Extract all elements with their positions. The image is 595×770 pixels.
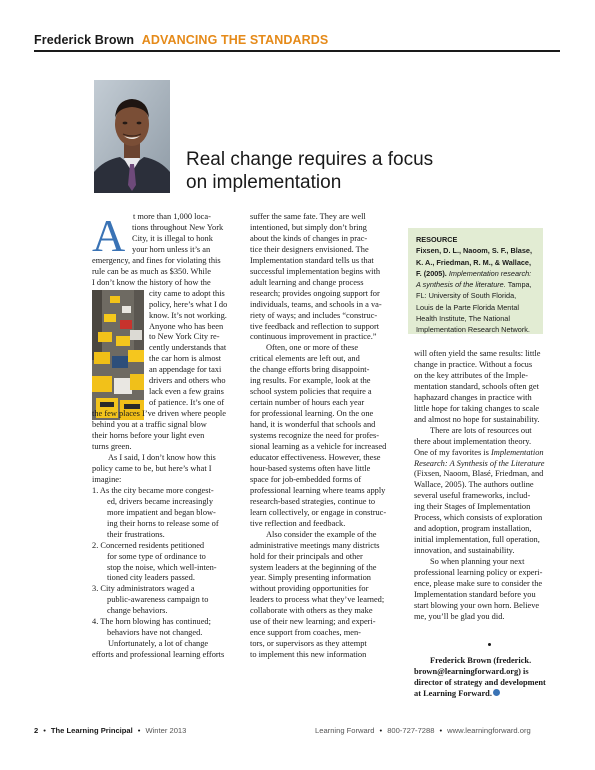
col2-line: ence support from coaches, men- [250, 628, 361, 638]
col3-line: change in practice. Without a focus [414, 359, 533, 369]
col3-line: ing their Stages of Implementation [414, 502, 531, 512]
col1-line: 4. The horn blowing has continued; [92, 617, 211, 627]
issue-date: Winter 2013 [145, 726, 187, 735]
col2-line: leaders to process what they’ve learned; [250, 595, 385, 605]
col1-line: behind you at a traffic signal blow [92, 420, 207, 430]
col1-line: Unfortunately, a lot of change [108, 639, 209, 649]
col1-line: the few places I’ve driven where people [92, 409, 226, 419]
col2-line: intentioned, but simply don’t bring [250, 222, 367, 232]
col2-line: school system policies that require a [250, 387, 372, 397]
col1-line: rule can be as much as $350. While [92, 266, 211, 276]
col1-line: As I said, I don’t know how this [108, 452, 216, 462]
col2-line: tive feedback and reflection to support [250, 321, 380, 331]
col3-line: Implementation standard before you [414, 589, 536, 599]
col2-line: adult learning and change process [250, 277, 364, 287]
col2-line: about the kinds of changes in prac- [250, 233, 368, 243]
col3-line [414, 448, 545, 459]
col1-line: their frustrations. [107, 529, 165, 539]
publication-name: The Learning Principal [50, 726, 133, 735]
col2-line: collaborate with others as they make [250, 606, 373, 616]
column-header [34, 33, 328, 47]
col2-line: space for job-embedded forms of [250, 474, 362, 484]
col1-line: your horn unless it’s an [132, 244, 211, 254]
col3-line: will often yield the same results: little [414, 349, 541, 358]
footer-right [315, 726, 531, 735]
col3-line: There are lots of resources out [430, 425, 532, 435]
col1-line: imagine: [92, 474, 122, 484]
col1-line: more impatient and began blow- [107, 507, 216, 517]
col3-line: innovation, and sustainability. [414, 546, 515, 556]
col1-line: ed, drivers became increasingly [107, 496, 214, 506]
column-3 [414, 349, 545, 623]
col1-line: for some type of ordinance to [107, 551, 206, 561]
col1-line: of patience. It’s one of [149, 398, 225, 408]
resource-citation-line: Louis de la Parte Florida Mental [416, 302, 520, 312]
col3-line: Wallace, 2005). The authors outline [414, 480, 534, 490]
resource-heading: RESOURCE [416, 235, 458, 244]
header-author: Frederick Brown [34, 33, 135, 47]
col1-line: I don’t know the history of how the [92, 277, 211, 287]
col2-line: learn collectively, or engage in construc- [250, 507, 387, 517]
col3-line: So when planning your next [430, 557, 525, 567]
bio-text: at Learning Forward. [414, 688, 492, 698]
page-number: 2 [34, 726, 39, 735]
resource-citation-line [416, 268, 532, 279]
footer-separator: • [379, 726, 383, 735]
col2-line: year. Simply presenting information [250, 573, 371, 583]
footer-url: www.learningforward.org [447, 726, 531, 735]
col1-line: their horns before your light even [92, 431, 205, 441]
col3-line: on the key attributes of the Imple- [414, 370, 528, 380]
col3-line: initial implementation, full operation, [414, 535, 540, 545]
bio-line: brown@learningforward.org) is [414, 666, 529, 676]
col3-line: several useful frameworks, includ- [414, 491, 531, 501]
resource-citation-line: FL: University of South Florida, [416, 291, 517, 301]
section-divider-bullet [488, 643, 491, 646]
col1-line: public-awareness campaign to [107, 595, 209, 605]
author-bio [414, 656, 546, 700]
bio-line: director of strategy and development [414, 677, 546, 687]
footer-phone: 800-727-7288 [387, 726, 435, 735]
col2-line: to implement this new information [250, 650, 367, 660]
col1-line: know. It’s not working. [149, 310, 227, 320]
footer-org: Learning Forward [315, 726, 375, 735]
col1-line: to New York City re- [149, 332, 220, 342]
col1-line: City, it is illegal to honk [132, 233, 213, 243]
col3-line: and adoption, program installation, [414, 524, 532, 534]
col2-line: without providing opportunities for [250, 584, 369, 594]
col2-line: for professional learning. On the one [250, 409, 374, 419]
footer-separator: • [43, 726, 46, 735]
col1-line: t more than 1,000 loca- [133, 212, 211, 221]
header-rule [34, 50, 560, 52]
col2-line: the change efforts bring disappoint- [250, 365, 370, 375]
col2-line: successful implementation begins with [250, 266, 381, 276]
col3-line: and almost no hope for sustainability. [414, 414, 540, 424]
drop-cap: A [92, 210, 126, 261]
col1-line: lack even a few grains [149, 387, 224, 397]
col2-line: educator effectiveness. However, these [250, 452, 381, 462]
resource-title-part: A synthesis of the literature. [416, 280, 506, 290]
col2-line: administrative meetings many districts [250, 540, 380, 550]
col2-line: certain number of hours each year [250, 398, 365, 408]
col2-line: tice their designers envisioned. The [250, 244, 369, 254]
column-1 [92, 212, 227, 661]
col1-line: tions throughout New York [132, 222, 224, 232]
resource-title-part: Implementation research: [448, 268, 532, 278]
col3-line: haphazard changes in practice with [414, 392, 532, 402]
col3-line: there about implementation theory. [414, 436, 532, 446]
resource-citation-line [416, 279, 532, 290]
col3-line: start blowing your own horn. Believe [414, 600, 540, 610]
resource-year: F. (2005). [416, 268, 447, 278]
footer-separator: • [439, 726, 443, 735]
col1-line: 3. City administrators waged a [92, 584, 195, 594]
article-title [186, 148, 433, 194]
title-line-1: Real change requires a focus [186, 149, 434, 170]
col1-line: policy, here’s what I do [149, 299, 228, 309]
col1-line: emergency, and fines for violating this [92, 255, 221, 265]
col1-line: stop the noise, which well-inten- [107, 562, 217, 572]
book-title-part: Implementation [491, 447, 544, 457]
header-series: ADVANCING THE STANDARDS [141, 33, 329, 47]
footer-left [34, 726, 186, 735]
col1-line: tioned city leaders passed. [107, 573, 195, 583]
footer-separator: • [137, 726, 141, 735]
col1-line: efforts and professional learning efforts [92, 650, 225, 660]
bio-line [414, 689, 546, 700]
col1-line: change behaviors. [107, 606, 168, 616]
col3-line: me, you’ll be glad you did. [414, 611, 505, 621]
col3-line: little hope for taking changes to scale [414, 403, 540, 413]
resource-publisher-part: Tampa, [507, 280, 532, 290]
col2-line: Also consider the example of the [266, 529, 377, 539]
col2-line: continuous improvement in practice.” [250, 332, 377, 342]
resource-citation-line: Implementation Research Network. [416, 325, 530, 335]
col1-line: turns green. [92, 442, 132, 452]
col2-line: research; provides ongoing support for [250, 288, 380, 298]
col2-line: professional learning where teams apply [250, 485, 386, 495]
col1-line: Anyone who has been [149, 321, 224, 331]
col2-line: use of their new learning; and experi- [250, 617, 376, 627]
bio-line: Frederick Brown (frederick. [430, 656, 532, 665]
col2-line: riety of ways; and includes “construc- [250, 310, 378, 320]
col3-text: One of my favorites is [414, 447, 489, 457]
col1-line: city came to adopt this [149, 288, 225, 298]
col2-line: hour-based systems often have little [250, 463, 371, 473]
col1-line: an appendage for taxi [149, 365, 222, 375]
col2-line: system leaders at the beginning of the [250, 562, 377, 572]
col2-line: tors, or supervisors as they attempt [250, 639, 367, 649]
col3-line: (Fixsen, Naoom, Blasé, Friedman, and [414, 469, 544, 479]
col1-line: cently understands that [149, 343, 227, 353]
col1-line: behaviors have not changed. [107, 628, 203, 638]
col2-line: systems recognize the need for profes- [250, 431, 380, 441]
col2-line: hand, it is wonderful that schools and [250, 420, 376, 430]
col2-line: hold for their principals and other [250, 551, 363, 561]
column-2 [250, 212, 386, 661]
col1-line: the car horn is almost [149, 354, 222, 364]
col1-line: 2. Concerned residents petitioned [92, 540, 205, 550]
col1-line: 1. As the city became more congest- [92, 485, 214, 495]
col2-line: Often, one or more of these [266, 343, 359, 353]
col3-line: Process, which consists of exploration [414, 513, 543, 523]
col2-line: individuals, teams, and schools in a va- [250, 299, 382, 309]
col2-line: research-based strategies, continue to [250, 496, 376, 506]
col2-line: suffer the same fate. They are well [250, 212, 366, 221]
col2-line: ing results. For example, look at the [250, 376, 371, 386]
col3-line: mentation standard, schools often get [414, 381, 539, 391]
resource-citation-line: K. A., Friedman, R. M., & Wallace, [416, 257, 532, 267]
col1-line: policy came to be, but here’s what I [92, 463, 212, 473]
resource-citation-line: Health Institute, The National [416, 314, 510, 324]
col2-line: sional learning as a vehicle for increased [250, 442, 387, 452]
book-title-part: Research: A Synthesis of the Literature [414, 458, 545, 468]
col3-line: professional learning policy or experi- [414, 568, 543, 578]
col2-line: Implementation standard tells us that [250, 255, 374, 265]
title-line-2: on implementation [186, 172, 342, 193]
resource-citation-line: Fixsen, D. L., Naoom, S. F., Blase, [416, 246, 532, 256]
author-portrait [94, 80, 170, 193]
end-mark-icon [493, 689, 500, 696]
col2-line: tive reflection and feedback. [250, 518, 346, 528]
col1-line: ing their horns to release some of [107, 518, 219, 528]
col3-line: ence, please make sure to consider the [414, 579, 543, 589]
col2-line: critical elements are left out, and [250, 354, 360, 364]
col1-line: drivers and others who [149, 376, 226, 386]
resource-box [408, 228, 543, 334]
